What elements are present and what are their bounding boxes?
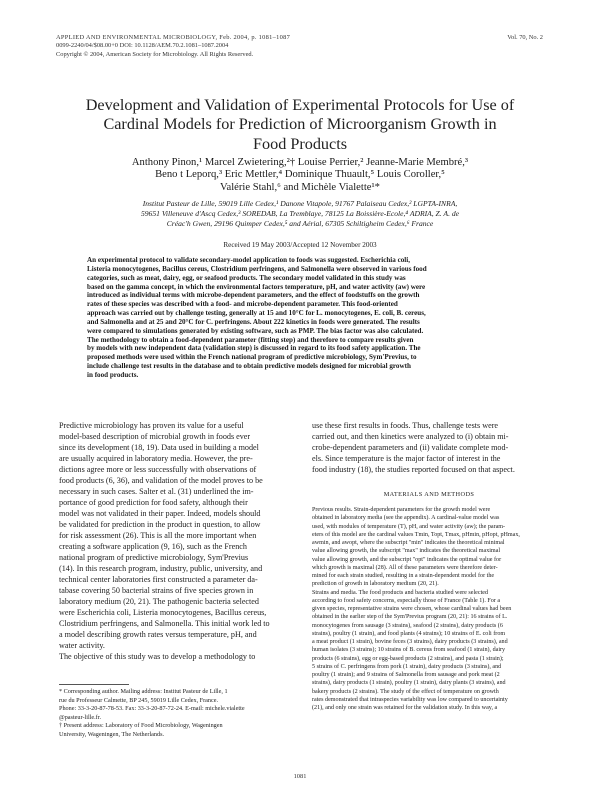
- body-line: for risk assessment (26). This is all the more important when: [59, 531, 257, 541]
- section-heading: MATERIALS AND METHODS: [383, 491, 475, 498]
- abstract-line: by models with new independent data (validation step) is discussed in regard to its food safety application. The: [87, 344, 421, 353]
- footnote-line: @pasteur-lille.fr.: [59, 713, 101, 721]
- abstract-line: and Salmonella and at 25 and 20°C for C. perfringens. About 222 kinetics in foods were generated. The results: [87, 317, 420, 326]
- volume-issue: Vol. 70, No. 2: [507, 34, 543, 41]
- methods-line: products (6 strains), egg or egg-based products (2 strains), and pasta (1 strain);: [312, 655, 504, 662]
- methods-line: human isolates (3 strains); 10 strains of B. cereus from seafood (1 strain), dairy: [312, 647, 506, 654]
- footnote-line: * Corresponding author. Mailing address: Institut Pasteur de Lille, 1: [59, 688, 228, 695]
- body-line: The objective of this study was to develop a methodology to: [59, 652, 256, 662]
- body-line: food industry (18), the studies reported focused on that aspect.: [312, 465, 515, 475]
- methods-line: prediction of growth in laboratory medium (20, 21).: [312, 581, 439, 588]
- body-line: model-based description of microbial growth in foods ever: [59, 432, 251, 442]
- body-line: dictions agree more or less successfully with observations of: [59, 465, 257, 475]
- body-line: creating a software application (9, 16), such as the French: [59, 542, 247, 552]
- methods-line: monocytogenes from sausage (3 strains), seafood (2 strains), dairy products (6: [312, 622, 503, 629]
- author-line: Anthony Pinon,¹ Marcel Zwietering,²† Louise Perrier,² Jeanne-Marie Membré,³: [131, 157, 469, 168]
- body-line: were Escherichia coli, Listeria monocytogenes, Bacillus cereus,: [59, 608, 267, 618]
- abstract-line: rates of these species was described with a food- and microbe-dependent parameter. This food-oriented: [87, 300, 398, 309]
- body-line: food products (6, 36), and validation of the model proves to be: [59, 476, 263, 486]
- copyright-notice: Copyright © 2004, American Society for Microbiology. All Rights Reserved.: [56, 50, 254, 58]
- methods-line: mined for each strain studied, resulting in a strain-dependent model for the: [312, 573, 495, 579]
- methods-line: eters of this model are the cardinal values Tmin, Topt, Tmax, pHmin, pHopt, pHmax,: [312, 531, 520, 538]
- methods-text: [312, 506, 546, 712]
- methods-line: bakery products (2 strains). The study of the effect of temperature on growth: [312, 688, 499, 695]
- abstract: [87, 256, 515, 380]
- title-line: Cardinal Models for Prediction of Microorganism Growth in: [103, 115, 497, 134]
- methods-line: strains), dairy products (1 strain), poultry (1 strain), dairy plants (3 strains), and: [312, 680, 506, 687]
- body-line: crobe-dependent parameters and (ii) validate complete mod-: [312, 443, 509, 453]
- article-title: [50, 96, 550, 154]
- methods-line: (21), and only one strain was retained for the validation study. In this way, a: [312, 705, 498, 711]
- abstract-line: The methodology to obtain a food-dependent parameter (fitting step) and therefore to compare results given: [87, 335, 414, 344]
- body-line: model was not validated in their paper. Indeed, models should: [59, 509, 261, 519]
- abstract-line: Listeria monocytogenes, Bacillus cereus, Clostridium perfringens, and Salmonella were observed in various food: [87, 264, 427, 273]
- body-line: tabase covering 50 bacterial strains of five species grown in: [59, 586, 254, 596]
- body-line: (14). In this research program, industry, public, university, and: [59, 564, 263, 574]
- title-line: Food Products: [253, 134, 347, 153]
- affiliations: [70, 199, 530, 230]
- body-line: necessary in such cases. Salter et al. (31) underlined the im-: [59, 487, 254, 497]
- body-line: carried out, and then kinetics were analyzed to (i) obtain mi-: [312, 432, 509, 442]
- body-line: are usually acquired in laboratory media. However, the pre-: [59, 454, 253, 464]
- title-line: Development and Validation of Experimental Protocols for Use of: [85, 96, 515, 114]
- body-line: use these first results in foods. Thus, challenge tests were: [312, 421, 499, 430]
- page-number: 1081: [293, 773, 307, 780]
- footnotes: [59, 688, 303, 739]
- issn-doi: 0099-2240/04/$08.00+0 DOI: 10.1128/AEM.70.2.1081–1087.2004: [56, 42, 229, 50]
- body-line: Predictive microbiology has proven its value for a useful: [59, 421, 244, 430]
- author-line: Valérie Stahl,⁶ and Michèle Vialette¹*: [220, 181, 380, 193]
- methods-line: awmin, and awopt, where the subscript "min" indicates the theoretical minimal: [312, 540, 505, 546]
- footnote-line: University, Wageningen, The Netherlands.: [59, 730, 165, 738]
- footnote-line: † Present address: Laboratory of Food Microbiology, Wageningen: [59, 722, 223, 729]
- abstract-line: introduced as individual terms with microbe-dependent parameters, and the effect of foodstuffs on the growth: [87, 291, 420, 300]
- abstract-line: in food products.: [87, 370, 139, 379]
- body-line: a model describing growth rates versus temperature, pH, and: [59, 630, 257, 640]
- abstract-line: were compared to simulations generated by existing software, such as PMP. The bias factor was also calculated.: [87, 326, 424, 335]
- footnote-line: rue du Professeur Calmette, BP 245, 59019 Lille Cedex, France.: [59, 696, 219, 704]
- methods-line: obtained in the earlier step of the Sym'Previus program (20, 21): 16 strains of L.: [312, 614, 508, 621]
- methods-line: a meat product (1 strain), bovine feces (3 strains), dairy products (3 strains), and: [312, 639, 508, 645]
- methods-line: rates demonstrated that intraspecies variability was low compared to uncertainty: [312, 696, 508, 703]
- body-line: Clostridium perfringens, and Salmonella. This initial work led to: [59, 619, 270, 629]
- methods-line: obtained in laboratory media (see the appendix). A cardinal-value model was: [312, 515, 500, 522]
- methods-line: Strains and media. The food products and bacteria studied were selected: [312, 589, 489, 596]
- received-dates: Received 19 May 2003/Accepted 12 November 2003: [223, 241, 377, 249]
- footnote-line: Phone: 33-3-20-87-78-53. Fax: 33-3-20-87-72-24. E-mail: michele.vialette: [59, 705, 245, 712]
- body-line: since its development (18, 19). Data used in building a model: [59, 443, 259, 453]
- author-line: Beno t Leporq,³ Eric Mettler,⁴ Dominique Thuault,⁵ Louis Coroller,⁵: [155, 169, 445, 181]
- body-line: water activity.: [59, 641, 105, 651]
- methods-line: used, with modules of temperature (T), pH, and water activity (aw); the param-: [312, 523, 506, 530]
- affiliation-line: Institut Pasteur de Lille, 59019 Lille Cedex,¹ Danone Vitapole, 91767 Palaiseau Cedex,² LGPTA-INRA,: [142, 199, 458, 208]
- body-right-column: [312, 420, 546, 475]
- journal-header: [56, 34, 290, 59]
- abstract-line: proposed methods were used within the French national program of predictive microbiology, Sym'Previus, to: [87, 353, 417, 362]
- body-line: laboratory medium (20, 21). The pathogenic bacteria selected: [59, 597, 259, 607]
- methods-line: 5 strains of C. perfringens from pork (1 strain), dairy products (3 strains), and: [312, 663, 502, 670]
- abstract-line: based on the gamma concept, in which the environmental factors temperature, pH, and water activity (aw) were: [87, 282, 426, 291]
- body-line: portance of good prediction for food safety, although their: [59, 498, 248, 508]
- methods-line: according to food safety concerns, especially those of France (Table 1). For a: [312, 597, 501, 604]
- author-list: [70, 157, 530, 194]
- body-line: technical center laboratories first constructed a parameter da-: [59, 575, 258, 585]
- methods-line: strains), poultry (1 strain), and food plants (4 strains); 10 strains of E. coli from: [312, 630, 506, 637]
- abstract-line: An experimental protocol to validate secondary-model application to foods was suggested. Escherichia coli,: [87, 256, 411, 264]
- journal-citation: APPLIED AND ENVIRONMENTAL MICROBIOLOGY, Feb. 2004, p. 1081–1087: [56, 34, 291, 41]
- body-line: be validated for prediction in the product in question, to allow: [59, 520, 261, 530]
- body-line: els. Since temperature is the major factor of interest in the: [312, 454, 501, 464]
- methods-line: value allowing growth, and the subscript "opt" indicates the optimal value for: [312, 556, 502, 563]
- affiliation-line: 59651 Villeneuve d'Ascq Cedex,³ SOREDAB, La Tremblaye, 78125 La Boissière-Ecole,⁴ ADRIA, Z. A. de: [140, 209, 460, 219]
- abstract-line: approach was carried out by challenge testing, generally at 15 and 10°C for L. monocytogenes, E. coli, B. cereus,: [87, 309, 426, 318]
- body-left-column: [59, 420, 303, 662]
- methods-line: given species, representative strains were chosen, whose cardinal values had been: [312, 606, 512, 612]
- methods-line: value allowing growth, the subscript "max" indicates the theoretical maximal: [312, 548, 501, 555]
- body-line: national program of predictive microbiology, Sym'Previus: [59, 553, 249, 563]
- footnote-divider: [59, 684, 129, 685]
- methods-line: which growth is maximal (28). All of these parameters were therefore deter-: [312, 564, 498, 571]
- abstract-line: include challenge test results in the database and to obtain predictive models designed for microbial growth: [87, 362, 411, 371]
- methods-line: poultry (1 strain); and 9 strains of Salmonella from sausage and pork meat (2: [312, 672, 500, 678]
- affiliation-line: Créac'h Gwen, 29196 Quimper Cedex,⁵ and Aérial, 67305 Schiltigheim Cedex,⁶ France: [166, 219, 434, 229]
- methods-line: Previous results. Strain-dependent parameters for the growth model were: [312, 507, 491, 513]
- abstract-line: categories, such as meat, dairy, egg, or seafood products. The secondary model validated in this study was: [87, 273, 406, 282]
